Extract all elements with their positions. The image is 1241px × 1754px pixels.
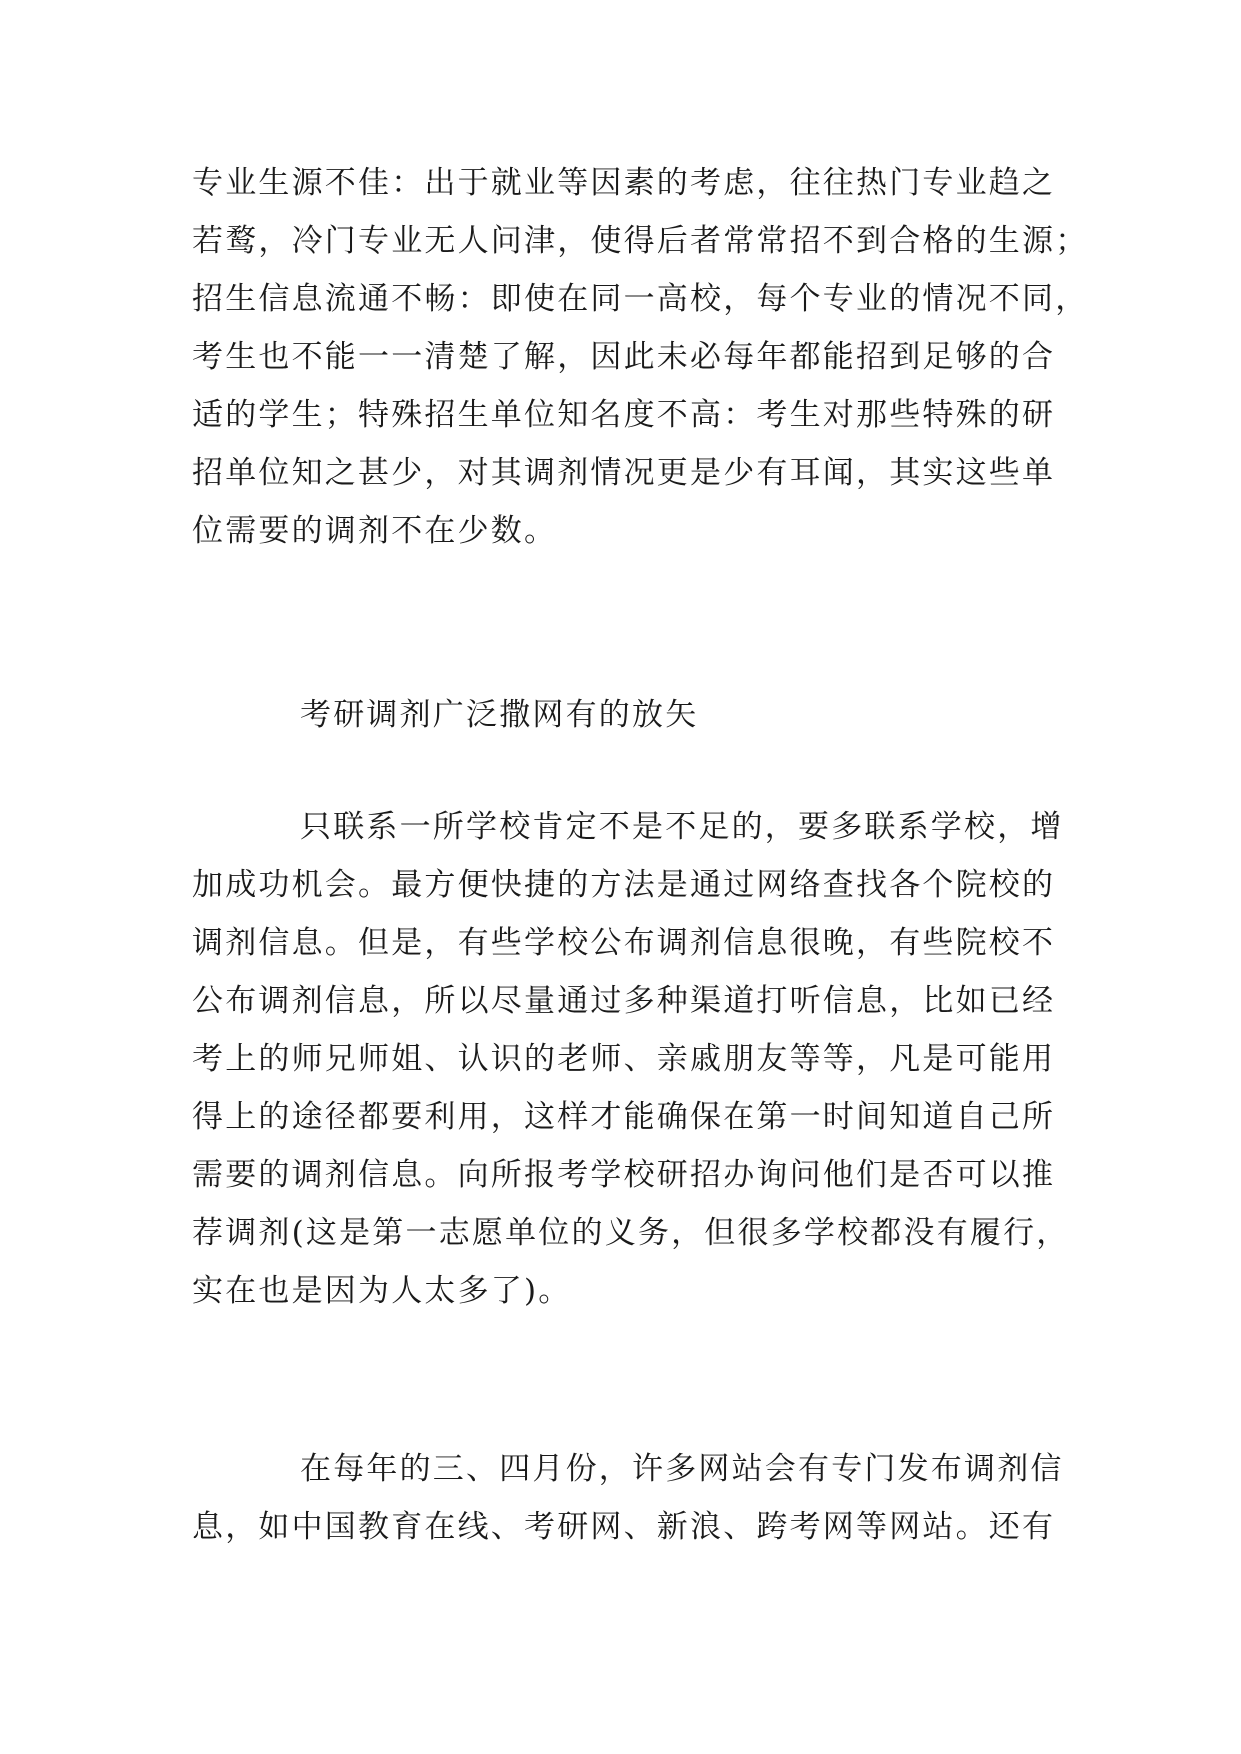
paragraph-line: 专业生源不佳：出于就业等因素的考虑，往往热门专业趋之	[192, 165, 1056, 201]
paragraph-line: 调剂信息。但是，有些学校公布调剂信息很晚，有些院校不	[192, 925, 1056, 961]
paragraph-line: 得上的途径都要利用，这样才能确保在第一时间知道自己所	[192, 1099, 1056, 1135]
paragraph-line: 适的学生；特殊招生单位知名度不高：考生对那些特殊的研	[192, 397, 1056, 433]
paragraph-line: 若鹜，冷门专业无人问津，使得后者常常招不到合格的生源；	[192, 223, 1089, 259]
paragraph-line: 息，如中国教育在线、考研网、新浪、跨考网等网站。还有	[192, 1509, 1056, 1545]
section-heading	[192, 686, 1054, 744]
paragraph-line: 荐调剂(这是第一志愿单位的义务，但很多学校都没有履行，	[192, 1215, 1070, 1251]
paragraph-line: 招单位知之甚少，对其调剂情况更是少有耳闻，其实这些单	[192, 455, 1056, 491]
section-heading-text: 考研调剂广泛撒网有的放矢	[300, 697, 699, 733]
paragraph-line: 位需要的调剂不在少数。	[192, 513, 558, 549]
paragraph-contact-schools	[192, 798, 1070, 1320]
paragraph-websites	[192, 1440, 1064, 1556]
paragraph-line: 公布调剂信息，所以尽量通过多种渠道打听信息，比如已经	[192, 983, 1056, 1019]
paragraph-line: 实在也是因为人太多了)。	[192, 1273, 572, 1309]
paragraph-line: 需要的调剂信息。向所报考学校研招办询问他们是否可以推	[192, 1157, 1056, 1193]
paragraph-line: 招生信息流通不畅：即使在同一高校，每个专业的情况不同，	[192, 281, 1089, 317]
paragraph-line: 加成功机会。最方便快捷的方法是通过网络查找各个院校的	[192, 867, 1056, 903]
paragraph-line: 只联系一所学校肯定不是不足的，要多联系学校，增	[300, 809, 1064, 845]
paragraph-line: 考生也不能一一清楚了解，因此未必每年都能招到足够的合	[192, 339, 1056, 375]
paragraph-line: 在每年的三、四月份，许多网站会有专门发布调剂信	[300, 1451, 1064, 1487]
paragraph-enrollment-issues	[192, 154, 1089, 560]
paragraph-line: 考上的师兄师姐、认识的老师、亲戚朋友等等，凡是可能用	[192, 1041, 1056, 1077]
